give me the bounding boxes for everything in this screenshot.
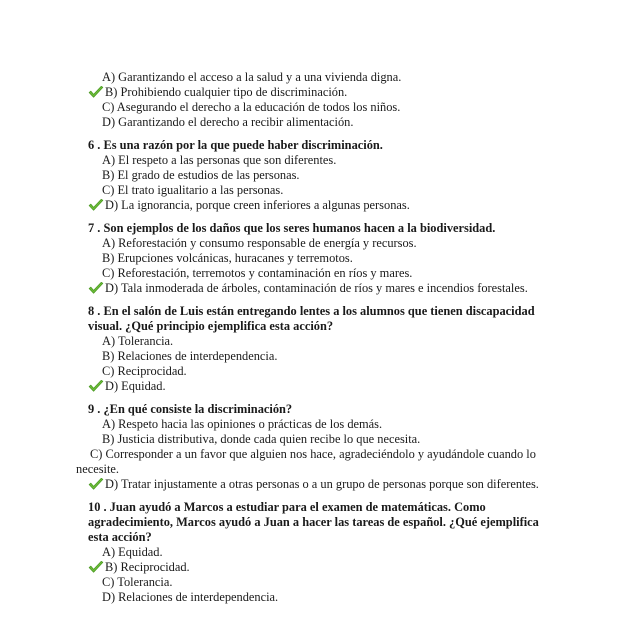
option-9d: D) Tratar injustamente a otras personas o a un grupo de personas porque son diferentes.: [88, 477, 558, 492]
checkmark-icon: [88, 380, 104, 393]
question-5-block: [88, 70, 558, 130]
question-7-block: [88, 221, 558, 296]
option-7a: A) Reforestación y consumo responsable de energía y recursos.: [102, 236, 417, 250]
question-8-text: 8 . En el salón de Luis están entregando lentes a los alumnos que tienen discapacidad visual. ¿Qué principio ejemplifica esta acción?: [88, 304, 535, 333]
option-8d: D) Equidad.: [88, 379, 558, 394]
option-7c: C) Reforestación, terremotos y contaminación en ríos y mares.: [102, 266, 413, 280]
option-9c: C) Corresponder a un favor que alguien nos hace, agradeciéndolo y ayudándole cuando lo necesite.: [76, 447, 536, 476]
option-10c: C) Tolerancia.: [102, 575, 173, 589]
option-5b: B) Prohibiendo cualquier tipo de discriminación.: [88, 85, 558, 100]
option-9b: B) Justicia distributiva, donde cada quien recibe lo que necesita.: [102, 432, 421, 446]
option-10b: B) Reciprocidad.: [88, 560, 558, 575]
exam-page: [76, 70, 558, 605]
option-6c: C) El trato igualitario a las personas.: [102, 183, 284, 197]
option-10d: D) Relaciones de interdependencia.: [102, 590, 279, 604]
option-7b: B) Erupciones volcánicas, huracanes y terremotos.: [102, 251, 353, 265]
question-9-block: [76, 402, 558, 492]
checkmark-icon: [88, 478, 104, 491]
question-6-text: 6 . Es una razón por la que puede haber discriminación.: [88, 138, 383, 152]
option-10a: A) Equidad.: [102, 545, 163, 559]
question-7-text: 7 . Son ejemplos de los daños que los seres humanos hacen a la biodiversidad.: [88, 221, 496, 235]
option-8c: C) Reciprocidad.: [102, 364, 187, 378]
question-8-block: [88, 304, 558, 394]
option-8b: B) Relaciones de interdependencia.: [102, 349, 278, 363]
question-9-text: 9 . ¿En qué consiste la discriminación?: [88, 402, 293, 416]
checkmark-icon: [88, 561, 104, 574]
option-8a: A) Tolerancia.: [102, 334, 174, 348]
checkmark-icon: [88, 199, 104, 212]
checkmark-icon: [88, 282, 104, 295]
question-10-block: [88, 500, 558, 605]
option-5a: A) Garantizando el acceso a la salud y a una vivienda digna.: [102, 70, 402, 84]
option-6b: B) El grado de estudios de las personas.: [102, 168, 300, 182]
option-6d: D) La ignorancia, porque creen inferiores a algunas personas.: [88, 198, 558, 213]
option-6a: A) El respeto a las personas que son diferentes.: [102, 153, 337, 167]
question-6-block: [88, 138, 558, 213]
checkmark-icon: [88, 86, 104, 99]
option-5d: D) Garantizando el derecho a recibir alimentación.: [102, 115, 354, 129]
question-10-text: 10 . Juan ayudó a Marcos a estudiar para el examen de matemáticas. Como agradecimiento, Marcos ayudó a Juan a hacer las tareas de español. ¿Qué ejemplifica esta acción?: [88, 500, 539, 544]
option-7d: D) Tala inmoderada de árboles, contaminación de ríos y mares e incendios forestales.: [88, 281, 558, 296]
option-5c: C) Asegurando el derecho a la educación de todos los niños.: [102, 100, 401, 114]
option-9a: A) Respeto hacia las opiniones o prácticas de los demás.: [102, 417, 383, 431]
